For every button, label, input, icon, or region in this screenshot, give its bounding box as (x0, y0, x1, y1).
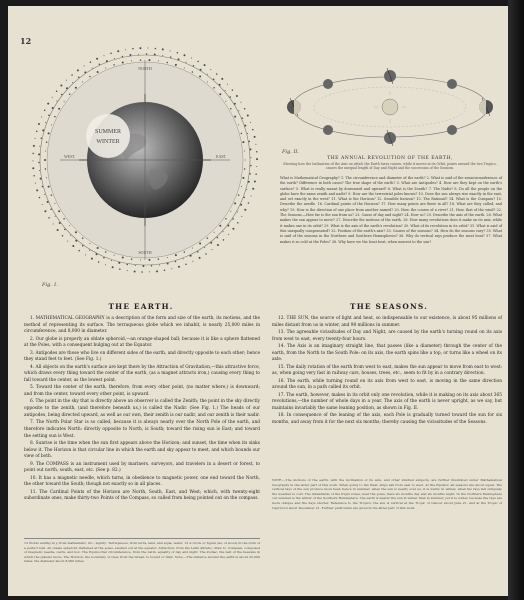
star-dot (35, 183, 36, 184)
star-dot (151, 265, 153, 267)
star-dot (33, 175, 35, 177)
star-dot (237, 222, 239, 224)
figure2-caption: Showing how the Inclination of the Axis on which the Earth turns causes, while it moves in its Orbit, points around the two Tropics, causes the unequal length of Day and Night and the succession of the Seasons. (283, 162, 497, 170)
star-dot (170, 50, 171, 51)
star-dot (240, 102, 241, 103)
star-dot (225, 90, 226, 91)
star-dot (97, 247, 99, 249)
star-dot (45, 151, 46, 152)
star-dot (148, 59, 150, 61)
star-dot (53, 224, 54, 225)
star-dot (227, 84, 228, 85)
star-dot (158, 60, 159, 61)
star-dot (248, 202, 250, 204)
star-dot (92, 68, 93, 69)
star-dot (45, 168, 47, 170)
star-dot (44, 210, 46, 212)
star-dot (60, 84, 62, 86)
star-dot (199, 76, 201, 78)
star-dot (38, 123, 40, 125)
book-gutter-shadow (508, 0, 524, 600)
star-dot (232, 228, 234, 230)
star-dot (48, 114, 50, 116)
star-dot (55, 216, 56, 217)
star-dot (207, 237, 209, 239)
star-dot (140, 59, 142, 61)
star-dot (119, 268, 121, 270)
star-dot (178, 266, 180, 268)
star-dot (216, 73, 218, 75)
north-label: NORTH (138, 66, 152, 71)
winter-label: WINTER (96, 139, 120, 145)
star-dot (221, 78, 223, 80)
star-dot (207, 74, 208, 75)
star-dot (97, 71, 99, 73)
star-dot (51, 124, 52, 125)
star-dot (244, 151, 245, 152)
star-dot (158, 258, 160, 260)
globe-illustration (30, 40, 260, 290)
star-dot (110, 53, 112, 55)
star-dot (75, 87, 77, 89)
star-dot (135, 265, 136, 266)
star-dot (112, 266, 114, 268)
seasons-paragraph: 16. The earth, while turning round on its axis from west to east, is moving in the same direction around the sun, in a path called its orbit. (272, 378, 502, 391)
star-dot (105, 68, 106, 69)
star-dot (54, 116, 56, 118)
earth-paragraph: 8. Sunrise is the time when the sun first appears above the Horizon; and sunset, the time when its sinks below it. The Horizon is that circular line in which the earth and sky appear to meet, and which bounds our view of both. (24, 440, 260, 460)
star-dot (256, 151, 258, 153)
star-dot (254, 181, 256, 183)
star-dot (85, 254, 86, 255)
west-label: WEST (64, 154, 75, 159)
figure1-label: Fig. 1. (42, 282, 59, 288)
star-dot (38, 162, 40, 164)
earth-paragraph: 11. The Cardinal Points of the Horizon are North, South, East, and West; which, with twenty-eight subordinate ones, make thirty-two Points of the Compass, so called from being pointed out on the compass. (24, 489, 260, 502)
star-dot (175, 261, 177, 263)
star-dot (39, 146, 40, 147)
star-dot (183, 54, 185, 56)
star-dot (42, 186, 44, 188)
star-dot (223, 231, 224, 232)
star-dot (70, 235, 71, 236)
star-dot (237, 212, 238, 213)
star-dot (122, 256, 124, 258)
star-dot (89, 250, 90, 251)
star-dot (249, 141, 251, 143)
star-dot (132, 48, 134, 50)
star-dot (126, 264, 128, 266)
star-dot (250, 122, 251, 123)
star-dot (103, 257, 105, 259)
star-dot (134, 271, 136, 273)
figure2-title: THE ANNUAL REVOLUTION OF THE EARTH, (327, 156, 453, 161)
star-dot (225, 218, 227, 220)
star-dot (205, 253, 207, 255)
star-dot (191, 58, 192, 59)
star-dot (113, 64, 115, 66)
star-dot (164, 270, 166, 272)
star-dot (122, 56, 124, 58)
star-dot (219, 225, 221, 227)
star-dot (36, 189, 38, 191)
star-dot (244, 108, 246, 110)
star-dot (114, 255, 115, 256)
star-dot (111, 260, 112, 261)
seasons-paragraph: 17. The earth, however, makes in its orbit only one revolution, while it is making on its axis about 365 revolutions,—the number of whole days in a year. The axis of the earth is never upright, as we say, but maintains invariably the same leaning position, as shown in Fig. II. (272, 392, 502, 412)
earth-paragraph: 7. The North Polar Star is so called, because it is always nearly over the North Pole of the earth, and therefore indicates North: directly opposite to North, is South; toward the rising sun is East; and toward the setting sun is West. (24, 420, 260, 439)
star-dot (238, 110, 239, 111)
star-dot (212, 249, 213, 250)
star-dot (105, 264, 106, 265)
star-dot (131, 258, 133, 260)
star-dot (177, 52, 179, 54)
earth-footnotes: 12 Words ending in y, from mathematic, &c., signify: Terraqueous, from terra, land, and aqua, water. 13 A circle or figure (as: of wood) in the form of a perfect ball. An oblate spheroid, flattened at the poles, swelled out at the equator. Attraction, from the Latin attraho, draw to. Compass, composed of magnetic needle, cards, and box. The Equinoctial circumference, from the Latin, equality of day and night. The Zodiac, the belt of the heavens in which the planets move. The Horizon, the boundary of view, from the Greek, to bound or limit. Note.—The distance around the earth is about 25,000 miles, the diameter about 8,000 miles. (24, 541, 260, 564)
star-dot (199, 257, 201, 259)
star-dot (246, 189, 247, 190)
earth-paragraph: 5. Toward the center of the earth, therefore, from every other point, (no matter where,) is downward; and from the center, toward every other point, is upward. (24, 385, 260, 398)
star-dot (234, 202, 236, 204)
star-dot (249, 173, 251, 175)
star-dot (33, 145, 35, 147)
star-dot (84, 66, 85, 67)
seasons-footnotes: NOTE.—The motions of the earth, with the inclination of its axis, and other kindred subjects, are further illustrated under Mathematical Geography in the latter part of this work. When going to the West, ships sail from east to west. At the Equator, all seasons are about equal. The vertical rays of the sun produce most heat; hence in summer, when the sun is nearly over us, it is warm; in winter, when his rays fall obliquely, the weather is cold. The inhabitants of the frigid zones, near the poles, have six months day and six months night. In the Northern Hemisphere our summer is the winter of the Southern Hemisphere. The earth is nearer the sun in winter than in summer, yet it is colder, because the rays are more oblique and the days shorter. Reference to the Tropics: the sun is vertical at the Tropic of Cancer about June 21, and at the Tropic of Capricorn about December 21. Further particulars are given in the latter part of this work. (272, 478, 502, 510)
star-dot (36, 130, 38, 132)
star-dot (255, 144, 256, 145)
figure-earth-globe (30, 40, 260, 290)
earth-paragraph: 10. It has a magnetic needle, which turns, in obedience to magnetic power, one end toward the North, the other toward the South; though not exactly so in all places. (24, 475, 260, 488)
star-dot (175, 254, 177, 256)
figure-annual-revolution (280, 62, 500, 152)
star-dot (103, 55, 104, 56)
star-dot (56, 101, 57, 102)
seasons-section-title: THE SEASONS. (350, 302, 428, 311)
star-dot (162, 55, 163, 56)
star-dot (45, 122, 46, 123)
star-dot (96, 58, 98, 60)
star-dot (91, 258, 93, 260)
earth-text-column (24, 316, 260, 504)
star-dot (89, 243, 90, 244)
star-dot (56, 90, 58, 92)
star-dot (219, 93, 221, 95)
star-dot (114, 58, 115, 59)
star-dot (256, 158, 258, 160)
star-dot (170, 56, 172, 58)
star-dot (247, 133, 248, 134)
star-dot (75, 231, 77, 233)
star-dot (33, 160, 34, 161)
seasons-paragraph: 18. In consequence of the leaning of the axis, each Pole is gradually turned toward the sun for six months, and away from it for the next six months; thereby causing the vicissitudes of the Seasons. (272, 413, 502, 426)
star-dot (234, 116, 236, 118)
star-dot (192, 261, 193, 262)
star-dot (82, 81, 83, 82)
star-dot (46, 177, 47, 178)
star-dot (210, 69, 211, 70)
earth-paragraph: 9. The COMPASS is an instrument used by mariners, surveyors, and travelers in a desert or forest, to point out north, south, east, etc. (See p. 82.) (24, 461, 260, 474)
star-dot (77, 69, 79, 71)
star-dot (232, 89, 234, 91)
star-dot (148, 259, 150, 261)
star-dot (117, 50, 119, 52)
star-dot (236, 95, 238, 97)
orbit-illustration (280, 62, 500, 152)
star-dot (42, 204, 43, 205)
star-dot (175, 64, 177, 66)
star-dot (147, 48, 148, 49)
seasons-paragraph: 15. The daily rotation of the earth from west to east, makes the sun appear to move from east to west: as, when going very fast in railway cars, houses, trees, etc., seem to fit by in a contrary direction. (272, 364, 502, 377)
star-dot (242, 117, 244, 119)
star-dot (162, 48, 164, 50)
star-dot (244, 209, 246, 211)
star-dot (32, 153, 34, 155)
star-dot (247, 115, 249, 117)
star-dot (207, 81, 208, 82)
east-label: EAST (216, 154, 226, 159)
star-dot (204, 64, 206, 66)
star-dot (167, 257, 168, 258)
star-dot (241, 216, 242, 217)
seasons-text-column (272, 316, 502, 427)
star-dot (250, 165, 252, 167)
star-dot (62, 235, 64, 237)
star-dot (255, 173, 256, 175)
star-dot (155, 48, 157, 50)
star-dot (72, 245, 74, 247)
star-dot (44, 194, 45, 195)
star-dot (58, 108, 60, 110)
star-dot (57, 229, 59, 231)
star-dot (90, 61, 92, 63)
star-dot (122, 62, 124, 64)
earth-paragraph: 3. Antipodes are those who live on different sides of the earth, and directly opposite to each other; hence they stand feet to feet. (See Fig. 1.) (24, 350, 260, 363)
seasons-paragraph: 13. The agreeable vicissitudes of Day and Night, are caused by the earth's turning round on its axis from west to east, every twenty-four hours. (272, 330, 502, 342)
star-dot (41, 117, 42, 118)
notes-divider (24, 538, 260, 539)
figure2-label: Fig. II. (282, 149, 299, 155)
south-label: SOUTH (138, 250, 152, 255)
star-dot (156, 270, 158, 272)
star-dot (217, 244, 219, 246)
questions-block: What is Mathematical Geography? 1. The circumference and diameter of the earth? 2. What is said of the semicircumference of the earth? Difference in both cases? The true shape of the earth? 3. What are Antipodes? 4. How are they kept on the earth's surface? 5. What is really meant by downward and upward? 6. What is the Zenith? 7. The Nadir? 8. Do all the people on the globe have the same zenith and nadir? 9. How are the terrestrial poles known? 10. Does the sun always rise exactly in the east, and set exactly in the west? 11. What is the Horizon? 12. Sensible horizon? 13. The Rational? 14. What is the Compass? 15. Describe the needle. 16. Cardinal points of the Horizon? 17. How many points are there in all? 18. What are they called, and why? 19. How is the direction of one place from another named? 20. How, the course of a river? 21. How, that of the wind? 22. The Seasons.—How far is the sun from us? 23. Cause of day and night? 24. How so? 25. Describe the axis of the earth. 26. What makes the sun appear to move? 27. Describe the motions of the earth. 28. How many revolutions does it make on its axis, while it makes one in its orbit? 29. What is the axis of the earth's revolution? 30. What of its revolution in its orbit? 31. What is said of this unequally compensated? 32. Position of the earth's axis? 33. Causes of the seasons? 34. How do the seasons vary? 35. What is said of the seasons in the Northern and Southern Hemispheres? 36. Why do vertical rays produce the most heat? 37. What makes it so cold at the Poles? 38. Why have we the least heat, when nearest to the sun? (280, 176, 502, 244)
star-dot (44, 109, 46, 111)
star-dot (131, 60, 132, 61)
star-dot (167, 62, 169, 64)
star-dot (256, 166, 257, 167)
star-dot (67, 241, 68, 242)
page-number: 12 (20, 36, 32, 46)
star-dot (230, 108, 232, 110)
star-dot (171, 268, 172, 269)
star-dot (241, 133, 243, 135)
star-dot (186, 62, 187, 63)
star-dot (241, 186, 242, 187)
star-dot (44, 159, 46, 161)
star-dot (254, 136, 256, 138)
star-dot (82, 237, 84, 239)
star-dot (251, 195, 252, 196)
star-dot (252, 129, 254, 131)
sun-icon (382, 99, 398, 115)
star-dot (41, 138, 43, 140)
star-dot (238, 194, 240, 196)
star-dot (243, 197, 245, 199)
star-dot (69, 225, 70, 226)
star-dot (183, 258, 184, 259)
star-dot (138, 54, 139, 55)
star-dot (185, 263, 187, 265)
star-dot (35, 138, 36, 139)
star-dot (39, 197, 41, 199)
star-dot (242, 141, 244, 143)
star-dot (192, 71, 194, 73)
star-dot (69, 93, 71, 95)
star-dot (141, 271, 143, 273)
star-dot (48, 217, 50, 219)
star-dot (127, 270, 128, 271)
earth-section-title: THE EARTH. (108, 302, 174, 311)
star-dot (184, 251, 186, 253)
star-dot (48, 186, 50, 188)
star-dot (244, 168, 246, 170)
star-dot (245, 160, 246, 161)
star-dot (66, 80, 67, 81)
star-dot (252, 188, 254, 190)
seasons-paragraph: 14. The Axis is an imaginary straight line, that passes (like a diameter) through the center of the earth, from the North to the South Pole: on its axis, the earth spins like a top, or turns like a wheel on its axle. (272, 344, 502, 363)
star-dot (238, 124, 239, 125)
star-dot (39, 170, 40, 171)
star-dot (213, 87, 215, 89)
star-dot (98, 261, 100, 263)
star-dot (242, 177, 244, 179)
star-dot (197, 61, 199, 63)
book-page (8, 6, 508, 596)
star-dot (89, 76, 91, 78)
star-dot (52, 97, 53, 98)
star-dot (228, 234, 229, 235)
star-dot (47, 103, 49, 105)
star-dot (139, 47, 141, 49)
star-dot (192, 248, 193, 249)
star-dot (51, 194, 53, 196)
star-dot (64, 101, 65, 102)
star-dot (250, 157, 251, 158)
star-dot (184, 68, 185, 69)
summer-label: SUMMER (94, 129, 122, 135)
earth-paragraph: 1. MATHEMATICAL GEOGRAPHY is a description of the form and size of the earth, its motions, and the method of representing its surface. The terraqueous globe which we inhabit, is nearly 25,000 miles in circumference, and 8,000 in diameter. (24, 316, 260, 335)
star-dot (125, 49, 126, 50)
earth-paragraph: 4. All objects on the earth's surface are kept there by the Attraction of Gravitation,—this attractive force, which draws every thing toward the center of the earth, (as a magnet attracts iron,) causing every thing to fall toward the center, as the lowest point. (24, 364, 260, 384)
star-dot (54, 203, 55, 204)
star-dot (204, 247, 205, 248)
seasons-paragraph: 12. THE SUN, the source of light and heat, so indispensable to our existence, is about 95 millions of miles distant from us in winter, and 98 millions in summer. (272, 316, 502, 328)
star-dot (225, 101, 226, 102)
star-dot (223, 239, 225, 241)
earth-paragraph: 2. Our globe is properly an oblate spheroid,—an orange-shaped ball; because it is like a sphere flattened at the Poles, with a consequent bulging out at the Equator. (24, 336, 260, 349)
star-dot (99, 64, 101, 66)
star-dot (46, 141, 48, 143)
star-dot (48, 132, 50, 134)
star-dot (159, 264, 160, 265)
earth-paragraph: 6. The point in the sky that is directly above an observer is called the Zenith; the point in the sky directly opposite to the zenith, (and therefore beneath us,) is called the Nadir. (See Fig. 1.) The heads of our antipodes, being directed upward, as well as our own, their zenith is our nadir, and our zenith is their nadir. (24, 399, 260, 418)
star-dot (58, 210, 60, 212)
star-dot (146, 53, 148, 55)
star-dot (149, 271, 150, 272)
star-dot (78, 250, 80, 252)
star-dot (63, 218, 65, 220)
star-dot (72, 82, 73, 83)
star-dot (71, 74, 73, 76)
star-dot (32, 167, 34, 169)
star-dot (140, 259, 141, 260)
star-dot (105, 251, 107, 253)
star-dot (214, 232, 215, 233)
star-dot (230, 211, 231, 212)
star-dot (199, 242, 201, 244)
